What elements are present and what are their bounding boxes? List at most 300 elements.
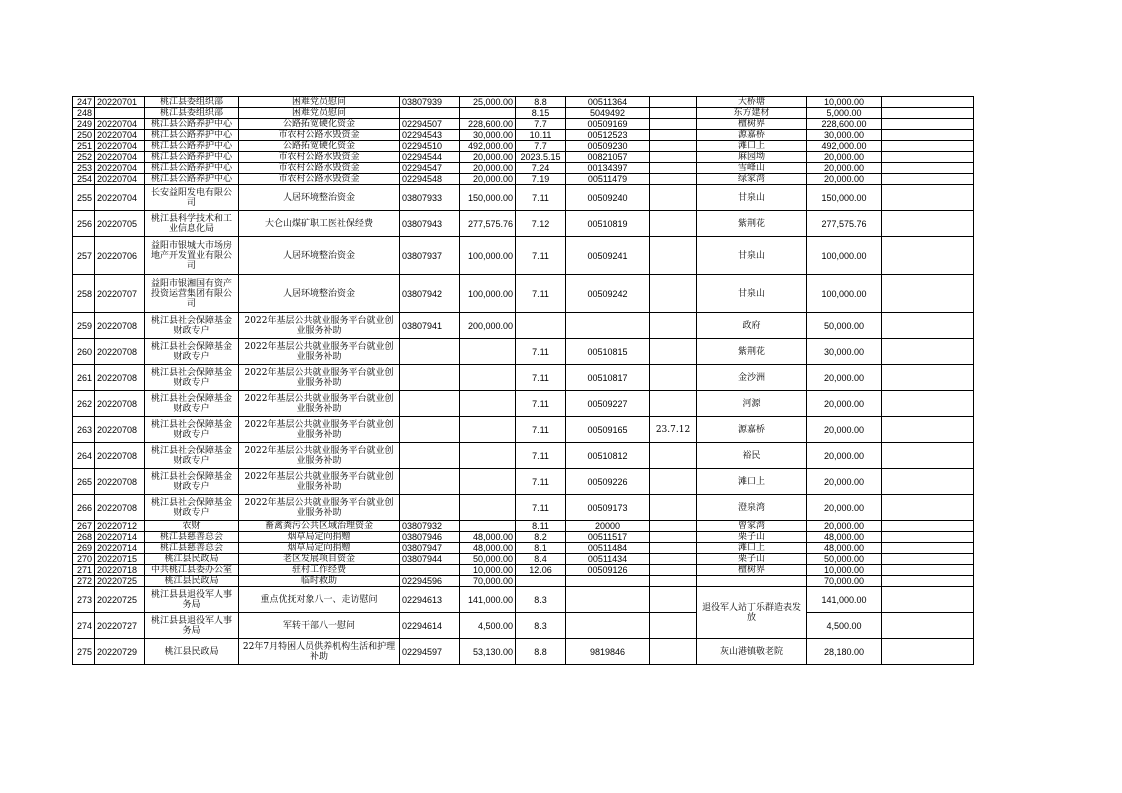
amount-cell: 492,000.00 [460, 141, 516, 152]
voucher-code-cell: 02294597 [400, 639, 460, 665]
paid-amount-cell: 100,000.00 [807, 275, 882, 313]
paid-amount-cell: 20,000.00 [807, 521, 882, 532]
note-cell [650, 554, 697, 565]
pay-date-cell: 8.8 [516, 97, 566, 108]
paid-amount-cell: 20,000.00 [807, 365, 882, 391]
table-row [73, 163, 974, 174]
amount-cell: 20,000.00 [460, 163, 516, 174]
amount-cell: 48,000.00 [460, 543, 516, 554]
pay-date-cell: 7.11 [516, 237, 566, 275]
item-cell: 烟草局定向捐赠 [239, 532, 400, 543]
unit-cell: 长安益阳发电有限公司 [145, 185, 239, 211]
table-row [73, 339, 974, 365]
blank-cell [882, 174, 974, 185]
pay-date-cell: 8.3 [516, 613, 566, 639]
payment-number-cell: 00509240 [566, 185, 650, 211]
unit-cell: 中共桃江县委办公室 [145, 565, 239, 576]
item-cell: 大仑山煤矿职工医社保经费 [239, 211, 400, 237]
item-cell: 2022年基层公共就业服务平台就业创业服务补助 [239, 417, 400, 443]
row-index: 256 [73, 211, 95, 237]
paid-amount-cell: 10,000.00 [807, 565, 882, 576]
blank-cell [882, 152, 974, 163]
payment-number-cell: 00510819 [566, 211, 650, 237]
unit-cell: 桃江县社会保障基金财政专户 [145, 495, 239, 521]
row-index: 275 [73, 639, 95, 665]
amount-cell [460, 339, 516, 365]
amount-cell [460, 443, 516, 469]
note-cell [650, 339, 697, 365]
note-cell [650, 365, 697, 391]
voucher-code-cell: 03807946 [400, 532, 460, 543]
recipient-cell: 源嘉桥 [697, 130, 807, 141]
date-cell: 20220708 [95, 443, 145, 469]
table-row [73, 97, 974, 108]
blank-cell [882, 108, 974, 119]
unit-cell: 桃江县委组织部 [145, 108, 239, 119]
recipient-cell: 紫荆花 [697, 211, 807, 237]
payment-number-cell: 00511517 [566, 532, 650, 543]
voucher-code-cell: 03807944 [400, 554, 460, 565]
row-index: 271 [73, 565, 95, 576]
row-index: 264 [73, 443, 95, 469]
payment-number-cell: 00512523 [566, 130, 650, 141]
item-cell: 2022年基层公共就业服务平台就业创业服务补助 [239, 313, 400, 339]
pay-date-cell: 8.8 [516, 639, 566, 665]
item-cell: 烟草局定向捐赠 [239, 543, 400, 554]
amount-cell [460, 417, 516, 443]
blank-cell [882, 339, 974, 365]
unit-cell: 桃江县公路养护中心 [145, 119, 239, 130]
row-index: 274 [73, 613, 95, 639]
table-row [73, 576, 974, 587]
blank-cell [882, 97, 974, 108]
row-index: 262 [73, 391, 95, 417]
row-index: 257 [73, 237, 95, 275]
voucher-code-cell [400, 443, 460, 469]
row-index: 265 [73, 469, 95, 495]
voucher-code-cell: 03807942 [400, 275, 460, 313]
payment-number-cell: 00510817 [566, 365, 650, 391]
voucher-code-cell: 02294613 [400, 587, 460, 613]
unit-cell: 桃江县社会保障基金财政专户 [145, 339, 239, 365]
date-cell: 20220706 [95, 237, 145, 275]
amount-cell: 20,000.00 [460, 152, 516, 163]
paid-amount-cell: 20,000.00 [807, 163, 882, 174]
row-index: 267 [73, 521, 95, 532]
note-cell [650, 613, 697, 639]
amount-cell: 70,000.00 [460, 576, 516, 587]
unit-cell: 桃江县科学技术和工业信息化局 [145, 211, 239, 237]
recipient-cell: 雪峰山 [697, 163, 807, 174]
amount-cell: 277,575.76 [460, 211, 516, 237]
unit-cell: 桃江县公路养护中心 [145, 141, 239, 152]
paid-amount-cell: 48,000.00 [807, 543, 882, 554]
table-row [73, 108, 974, 119]
paid-amount-cell: 20,000.00 [807, 391, 882, 417]
row-index: 255 [73, 185, 95, 211]
recipient-cell: 甘泉山 [697, 185, 807, 211]
date-cell: 20220708 [95, 313, 145, 339]
item-cell: 人居环境整治资金 [239, 237, 400, 275]
date-cell: 20220708 [95, 391, 145, 417]
pay-date-cell: 10.11 [516, 130, 566, 141]
voucher-code-cell [400, 469, 460, 495]
pay-date-cell: 12.06 [516, 565, 566, 576]
blank-cell [882, 443, 974, 469]
note-cell [650, 313, 697, 339]
table-row [73, 211, 974, 237]
table-row [73, 565, 974, 576]
unit-cell: 桃江县公路养护中心 [145, 174, 239, 185]
note-cell [650, 443, 697, 469]
item-cell: 公路拓宽硬化资金 [239, 119, 400, 130]
table-row [73, 613, 974, 639]
pay-date-cell: 8.4 [516, 554, 566, 565]
amount-cell [460, 521, 516, 532]
pay-date-cell: 7.7 [516, 141, 566, 152]
date-cell: 20220708 [95, 339, 145, 365]
date-cell: 20220714 [95, 543, 145, 554]
payment-number-cell [566, 613, 650, 639]
voucher-code-cell: 02294510 [400, 141, 460, 152]
row-index: 249 [73, 119, 95, 130]
pay-date-cell: 7.11 [516, 365, 566, 391]
item-cell: 市农村公路水毁资金 [239, 130, 400, 141]
pay-date-cell: 7.12 [516, 211, 566, 237]
payment-number-cell: 00511434 [566, 554, 650, 565]
recipient-cell: 河源 [697, 391, 807, 417]
recipient-cell: 甘泉山 [697, 275, 807, 313]
date-cell: 20220712 [95, 521, 145, 532]
note-cell [650, 130, 697, 141]
table-row [73, 119, 974, 130]
item-cell: 22年7月特困人员供养机构生活和护理补助 [239, 639, 400, 665]
pay-date-cell: 7.11 [516, 469, 566, 495]
unit-cell: 桃江县委组织部 [145, 97, 239, 108]
paid-amount-cell: 141,000.00 [807, 587, 882, 613]
item-cell: 重点优抚对象八一、走访慰问 [239, 587, 400, 613]
recipient-cell: 滩口上 [697, 543, 807, 554]
amount-cell: 10,000.00 [460, 565, 516, 576]
paid-amount-cell: 70,000.00 [807, 576, 882, 587]
table-row [73, 532, 974, 543]
unit-cell: 农财 [145, 521, 239, 532]
recipient-cell: 退役军人站丁乐群造表发放 [697, 587, 807, 639]
voucher-code-cell: 02294543 [400, 130, 460, 141]
paid-amount-cell: 10,000.00 [807, 97, 882, 108]
pay-date-cell: 7.11 [516, 391, 566, 417]
paid-amount-cell: 228,600.00 [807, 119, 882, 130]
pay-date-cell [516, 313, 566, 339]
blank-cell [882, 576, 974, 587]
pay-date-cell: 8.15 [516, 108, 566, 119]
voucher-code-cell: 02294547 [400, 163, 460, 174]
item-cell: 2022年基层公共就业服务平台就业创业服务补助 [239, 443, 400, 469]
pay-date-cell: 7.11 [516, 495, 566, 521]
date-cell: 20220718 [95, 565, 145, 576]
note-cell [650, 119, 697, 130]
voucher-code-cell [400, 565, 460, 576]
amount-cell [460, 391, 516, 417]
amount-cell: 25,000.00 [460, 97, 516, 108]
recipient-cell: 灰山港镇敬老院 [697, 639, 807, 665]
note-cell [650, 275, 697, 313]
payment-number-cell: 00134397 [566, 163, 650, 174]
row-index: 247 [73, 97, 95, 108]
date-cell: 20220708 [95, 365, 145, 391]
table-row [73, 313, 974, 339]
note-cell [650, 543, 697, 554]
note-cell [650, 587, 697, 613]
paid-amount-cell: 150,000.00 [807, 185, 882, 211]
table-row [73, 521, 974, 532]
paid-amount-cell: 20,000.00 [807, 443, 882, 469]
table-row [73, 365, 974, 391]
recipient-cell: 裕民 [697, 443, 807, 469]
row-index: 252 [73, 152, 95, 163]
recipient-cell: 滩口上 [697, 141, 807, 152]
payment-number-cell: 00511364 [566, 97, 650, 108]
row-index: 266 [73, 495, 95, 521]
unit-cell: 桃江县民政局 [145, 576, 239, 587]
voucher-code-cell: 03807939 [400, 97, 460, 108]
table-row [73, 543, 974, 554]
blank-cell [882, 587, 974, 613]
table-row [73, 152, 974, 163]
unit-cell: 桃江县民政局 [145, 639, 239, 665]
pay-date-cell: 8.3 [516, 587, 566, 613]
item-cell: 困难党员慰问 [239, 108, 400, 119]
paid-amount-cell: 492,000.00 [807, 141, 882, 152]
voucher-code-cell: 03807937 [400, 237, 460, 275]
payment-number-cell: 00509242 [566, 275, 650, 313]
voucher-code-cell: 02294507 [400, 119, 460, 130]
item-cell: 驻村工作经费 [239, 565, 400, 576]
unit-cell: 益阳市银湘国有资产投资运营集团有限公司 [145, 275, 239, 313]
date-cell: 20220704 [95, 174, 145, 185]
recipient-cell: 源嘉桥 [697, 417, 807, 443]
blank-cell [882, 141, 974, 152]
amount-cell [460, 469, 516, 495]
recipient-cell: 紫荆花 [697, 339, 807, 365]
payment-number-cell: 20000 [566, 521, 650, 532]
date-cell [95, 108, 145, 119]
date-cell: 20220727 [95, 613, 145, 639]
payment-number-cell: 00509241 [566, 237, 650, 275]
item-cell: 市农村公路水毁资金 [239, 163, 400, 174]
blank-cell [882, 313, 974, 339]
date-cell: 20220704 [95, 130, 145, 141]
table-row [73, 554, 974, 565]
pay-date-cell: 7.11 [516, 443, 566, 469]
unit-cell: 桃江县社会保障基金财政专户 [145, 443, 239, 469]
date-cell: 20220714 [95, 532, 145, 543]
table-row [73, 495, 974, 521]
payment-number-cell: 00821057 [566, 152, 650, 163]
blank-cell [882, 565, 974, 576]
row-index: 258 [73, 275, 95, 313]
note-cell: 23.7.12 [650, 417, 697, 443]
payment-number-cell: 00510812 [566, 443, 650, 469]
blank-cell [882, 185, 974, 211]
row-index: 273 [73, 587, 95, 613]
pay-date-cell: 7.19 [516, 174, 566, 185]
unit-cell: 桃江县社会保障基金财政专户 [145, 391, 239, 417]
amount-cell: 53,130.00 [460, 639, 516, 665]
row-index: 250 [73, 130, 95, 141]
blank-cell [882, 275, 974, 313]
blank-cell [882, 543, 974, 554]
payment-number-cell [566, 587, 650, 613]
paid-amount-cell: 20,000.00 [807, 469, 882, 495]
amount-cell [460, 108, 516, 119]
item-cell: 2022年基层公共就业服务平台就业创业服务补助 [239, 339, 400, 365]
recipient-cell: 金沙洲 [697, 365, 807, 391]
row-index: 261 [73, 365, 95, 391]
recipient-cell: 檀树界 [697, 119, 807, 130]
voucher-code-cell: 03807933 [400, 185, 460, 211]
paid-amount-cell: 48,000.00 [807, 532, 882, 543]
blank-cell [882, 613, 974, 639]
blank-cell [882, 469, 974, 495]
paid-amount-cell: 20,000.00 [807, 417, 882, 443]
paid-amount-cell: 50,000.00 [807, 554, 882, 565]
amount-cell: 150,000.00 [460, 185, 516, 211]
amount-cell: 100,000.00 [460, 237, 516, 275]
row-index: 260 [73, 339, 95, 365]
item-cell: 市农村公路水毁资金 [239, 152, 400, 163]
date-cell: 20220715 [95, 554, 145, 565]
table-row [73, 130, 974, 141]
payment-number-cell: 00509169 [566, 119, 650, 130]
voucher-code-cell: 02294548 [400, 174, 460, 185]
payment-number-cell [566, 576, 650, 587]
amount-cell: 4,500.00 [460, 613, 516, 639]
payment-number-cell: 00509227 [566, 391, 650, 417]
unit-cell: 益阳市银城大市场房地产开发置业有限公司 [145, 237, 239, 275]
paid-amount-cell: 50,000.00 [807, 313, 882, 339]
date-cell: 20220704 [95, 152, 145, 163]
item-cell: 困难党员慰问 [239, 97, 400, 108]
recipient-cell: 曾家湾 [697, 521, 807, 532]
note-cell [650, 565, 697, 576]
item-cell: 2022年基层公共就业服务平台就业创业服务补助 [239, 495, 400, 521]
recipient-cell: 栗子山 [697, 532, 807, 543]
note-cell [650, 469, 697, 495]
paid-amount-cell: 5,000.00 [807, 108, 882, 119]
date-cell: 20220708 [95, 417, 145, 443]
payment-number-cell: 00510815 [566, 339, 650, 365]
unit-cell: 桃江县社会保障基金财政专户 [145, 417, 239, 443]
payment-number-cell: 00509226 [566, 469, 650, 495]
row-index: 254 [73, 174, 95, 185]
payment-number-cell: 00511479 [566, 174, 650, 185]
item-cell: 2022年基层公共就业服务平台就业创业服务补助 [239, 469, 400, 495]
recipient-cell: 滩口上 [697, 469, 807, 495]
pay-date-cell: 7.11 [516, 185, 566, 211]
date-cell: 20220704 [95, 185, 145, 211]
paid-amount-cell: 4,500.00 [807, 613, 882, 639]
item-cell: 公路拓宽硬化资金 [239, 141, 400, 152]
note-cell [650, 108, 697, 119]
amount-cell: 48,000.00 [460, 532, 516, 543]
amount-cell: 50,000.00 [460, 554, 516, 565]
note-cell [650, 576, 697, 587]
row-index: 253 [73, 163, 95, 174]
blank-cell [882, 130, 974, 141]
paid-amount-cell: 30,000.00 [807, 130, 882, 141]
paid-amount-cell: 28,180.00 [807, 639, 882, 665]
item-cell: 临时救助 [239, 576, 400, 587]
payment-number-cell: 00509126 [566, 565, 650, 576]
date-cell: 20220729 [95, 639, 145, 665]
voucher-code-cell: 03807943 [400, 211, 460, 237]
unit-cell: 桃江县慈善总会 [145, 532, 239, 543]
row-index: 270 [73, 554, 95, 565]
unit-cell: 桃江县县退役军人事务局 [145, 613, 239, 639]
paid-amount-cell: 100,000.00 [807, 237, 882, 275]
item-cell: 军转干部八一慰问 [239, 613, 400, 639]
voucher-code-cell: 02294544 [400, 152, 460, 163]
note-cell [650, 639, 697, 665]
paid-amount-cell: 277,575.76 [807, 211, 882, 237]
note-cell [650, 174, 697, 185]
date-cell: 20220704 [95, 141, 145, 152]
amount-cell: 228,600.00 [460, 119, 516, 130]
table-row [73, 469, 974, 495]
row-index: 248 [73, 108, 95, 119]
unit-cell: 桃江县县退役军人事务局 [145, 587, 239, 613]
recipient-cell: 东方建材 [697, 108, 807, 119]
blank-cell [882, 237, 974, 275]
pay-date-cell: 8.2 [516, 532, 566, 543]
table-row [73, 185, 974, 211]
note-cell [650, 211, 697, 237]
recipient-cell: 甘泉山 [697, 237, 807, 275]
unit-cell: 桃江县社会保障基金财政专户 [145, 313, 239, 339]
unit-cell: 桃江县社会保障基金财政专户 [145, 365, 239, 391]
blank-cell [882, 495, 974, 521]
date-cell: 20220704 [95, 163, 145, 174]
row-index: 259 [73, 313, 95, 339]
table-row [73, 417, 974, 443]
paid-amount-cell: 20,000.00 [807, 174, 882, 185]
amount-cell: 20,000.00 [460, 174, 516, 185]
unit-cell: 桃江县公路养护中心 [145, 152, 239, 163]
row-index: 251 [73, 141, 95, 152]
table-row [73, 174, 974, 185]
payment-number-cell: 00511484 [566, 543, 650, 554]
blank-cell [882, 532, 974, 543]
recipient-cell: 政府 [697, 313, 807, 339]
item-cell: 畜禽粪污公共区域治理资金 [239, 521, 400, 532]
payment-number-cell: 00509173 [566, 495, 650, 521]
item-cell: 人居环境整治资金 [239, 275, 400, 313]
unit-cell: 桃江县社会保障基金财政专户 [145, 469, 239, 495]
blank-cell [882, 554, 974, 565]
unit-cell: 桃江县民政局 [145, 554, 239, 565]
blank-cell [882, 163, 974, 174]
voucher-code-cell: 02294596 [400, 576, 460, 587]
blank-cell [882, 417, 974, 443]
note-cell [650, 152, 697, 163]
recipient-cell: 栗子山 [697, 554, 807, 565]
voucher-code-cell: 03807932 [400, 521, 460, 532]
paid-amount-cell: 30,000.00 [807, 339, 882, 365]
date-cell: 20220701 [95, 97, 145, 108]
pay-date-cell: 7.11 [516, 275, 566, 313]
note-cell [650, 521, 697, 532]
